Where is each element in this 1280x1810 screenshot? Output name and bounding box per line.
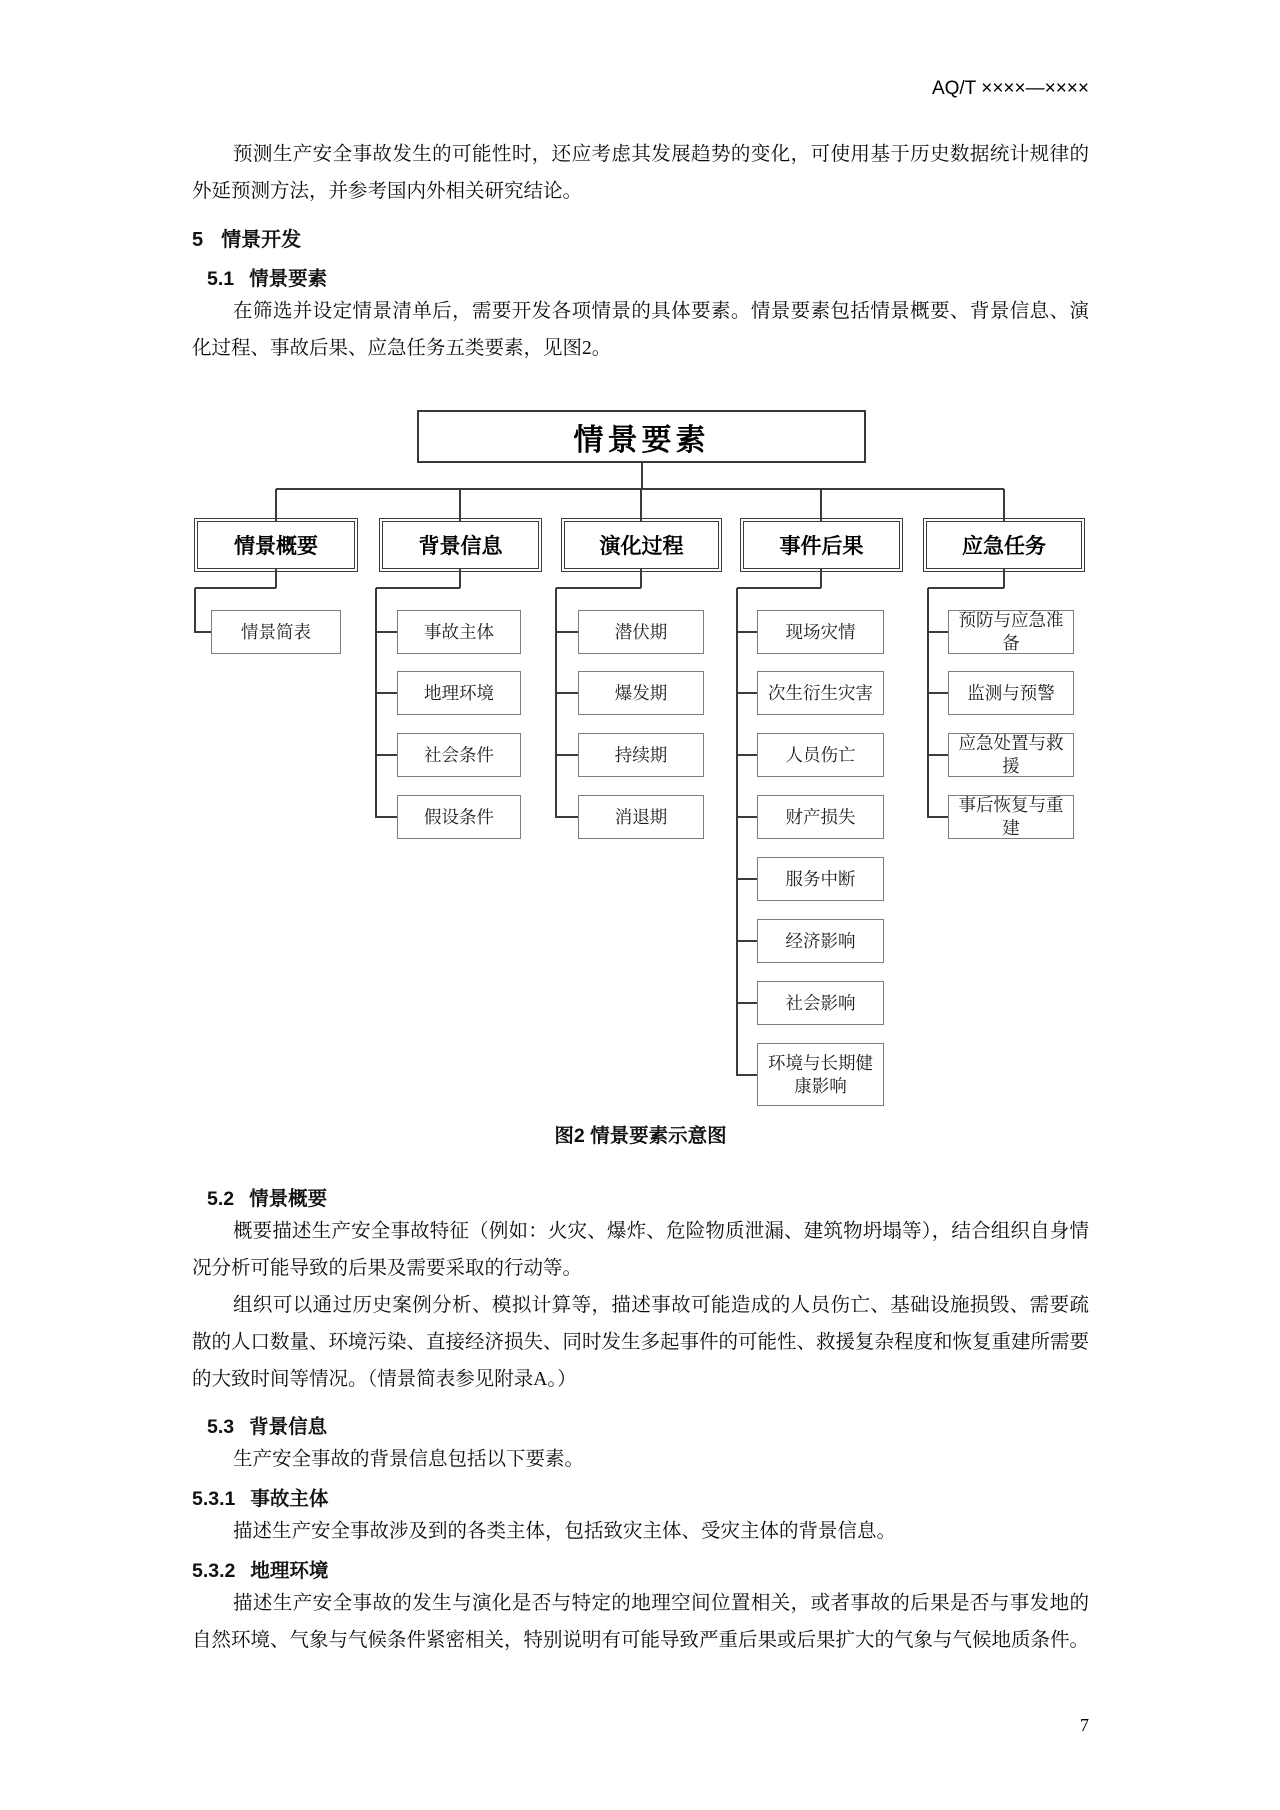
connector-line — [928, 587, 1004, 589]
connector-line — [459, 489, 461, 521]
document-code-header: AQ/T ××××—×××× — [931, 78, 1089, 99]
heading-title: 情景概要 — [249, 1188, 328, 1210]
connector-line — [556, 692, 578, 694]
paragraph-5-1: 在筛选并设定情景清单后，需要开发各项情景的具体要素。情景要素包括情景概要、背景信息、演化过程、事故后果、应急任务五类要素，见图2。 — [192, 301, 1089, 359]
paragraph-5-2-b: 组织可以通过历史案例分析、模拟计算等，描述事故可能造成的人员伤亡、基础设施损毁、需要疏散的人口数量、环境污染、直接经济损失、同时发生多起事件的可能性、救援复杂程度和恢复重建所需要的大致时间等情况。（情景简表参见附录A。） — [192, 1295, 1090, 1390]
heading-title: 背景信息 — [249, 1416, 328, 1438]
heading-5 — [192, 226, 1089, 254]
connector-line — [820, 569, 822, 588]
leaf-box: 地理环境 — [397, 671, 521, 715]
leaf-box: 潜伏期 — [578, 610, 704, 654]
connector-line — [376, 587, 460, 589]
connector-line — [556, 587, 641, 589]
connector-line — [928, 754, 948, 756]
heading-5-3-1 — [192, 1486, 1089, 1513]
leaf-box: 事故主体 — [397, 610, 521, 654]
connector-line — [928, 631, 948, 633]
connector-line — [928, 816, 948, 818]
connector-line — [640, 489, 642, 521]
heading-title: 情景开发 — [221, 229, 302, 251]
leaf-box: 财产损失 — [757, 795, 884, 839]
leaf-box: 次生衍生灾害 — [757, 671, 884, 715]
heading-5-2 — [192, 1186, 1089, 1213]
heading-title: 事故主体 — [250, 1488, 329, 1510]
connector-line — [555, 588, 557, 818]
connector-line — [275, 489, 277, 521]
heading-number: 5.3.1 — [192, 1488, 236, 1510]
connector-line — [640, 569, 642, 588]
spacer — [192, 1150, 1089, 1174]
leaf-box: 应急处置与救援 — [948, 733, 1074, 777]
connector-line — [737, 692, 757, 694]
connector-line — [1003, 569, 1005, 588]
branch-box: 应急任务 — [926, 521, 1082, 569]
page-number: 7 — [1080, 1715, 1089, 1735]
paragraph-intro: 预测生产安全事故发生的可能性时，还应考虑其发展趋势的变化，可使用基于历史数据统计规律的外延预测方法，并参考国内外相关研究结论。 — [192, 144, 1089, 202]
connector-line — [927, 588, 929, 818]
connector-line — [376, 754, 397, 756]
connector-line — [459, 569, 461, 588]
root-box-scenario-elements: 情景要素 — [417, 410, 866, 463]
connector-line — [375, 588, 377, 818]
heading-5-3-2 — [192, 1558, 1089, 1585]
leaf-box: 预防与应急准备 — [948, 610, 1074, 654]
connector-line — [556, 754, 578, 756]
branch-box: 演化过程 — [564, 521, 719, 569]
page-content — [192, 0, 1089, 1659]
figure-2-scenario-elements-diagram — [192, 398, 1089, 1110]
connector-line — [737, 816, 757, 818]
heading-number: 5.3 — [207, 1416, 235, 1438]
leaf-box: 爆发期 — [578, 671, 704, 715]
leaf-box: 持续期 — [578, 733, 704, 777]
heading-5-1 — [192, 266, 1089, 293]
connector-line — [556, 631, 578, 633]
connector-line — [737, 754, 757, 756]
heading-title: 情景要素 — [249, 268, 328, 290]
spacer — [192, 1398, 1089, 1402]
connector-line — [641, 463, 643, 489]
connector-line — [195, 631, 211, 633]
paragraph-5-3-1: 描述生产安全事故涉及到的各类主体，包括致灾主体、受灾主体的背景信息。 — [233, 1521, 897, 1542]
leaf-box: 事后恢复与重建 — [948, 795, 1074, 839]
connector-line — [376, 631, 397, 633]
figure-2-caption: 图2 情景要素示意图 — [554, 1125, 727, 1147]
leaf-box: 消退期 — [578, 795, 704, 839]
connector-line — [376, 692, 397, 694]
connector-line — [376, 816, 397, 818]
paragraph-5-3: 生产安全事故的背景信息包括以下要素。 — [233, 1449, 585, 1470]
leaf-box: 社会条件 — [397, 733, 521, 777]
leaf-box: 环境与长期健康影响 — [757, 1043, 884, 1106]
leaf-box: 社会影响 — [757, 981, 884, 1025]
leaf-box: 假设条件 — [397, 795, 521, 839]
connector-line — [194, 588, 196, 633]
heading-5-3 — [192, 1414, 1089, 1441]
heading-title: 地理环境 — [250, 1560, 329, 1582]
paragraph-5-2-a: 概要描述生产安全事故特征（例如：火灾、爆炸、危险物质泄漏、建筑物坍塌等），结合组织自身情况分析可能导致的后果及需要采取的行动等。 — [192, 1221, 1089, 1279]
leaf-box: 人员伤亡 — [757, 733, 884, 777]
connector-line — [737, 878, 757, 880]
branch-box: 情景概要 — [197, 521, 355, 569]
paragraph-5-3-2: 描述生产安全事故的发生与演化是否与特定的地理空间位置相关，或者事故的后果是否与事发地的自然环境、气象与气候条件紧密相关，特别说明有可能导致严重后果或后果扩大的气象与气候地质条件。 — [192, 1593, 1090, 1651]
connector-line — [275, 569, 277, 588]
heading-number: 5 — [192, 229, 204, 251]
leaf-box: 服务中断 — [757, 857, 884, 901]
heading-number: 5.1 — [207, 268, 235, 290]
connector-line — [195, 587, 276, 589]
connector-line — [737, 631, 757, 633]
connector-line — [737, 940, 757, 942]
leaf-box: 现场灾情 — [757, 610, 884, 654]
leaf-box: 经济影响 — [757, 919, 884, 963]
leaf-box: 情景简表 — [211, 610, 341, 654]
leaf-box: 监测与预警 — [948, 671, 1074, 715]
connector-line — [736, 588, 738, 1076]
connector-line — [737, 1002, 757, 1004]
heading-number: 5.3.2 — [192, 1560, 236, 1582]
connector-line — [556, 816, 578, 818]
connector-line — [737, 587, 821, 589]
connector-line — [820, 489, 822, 521]
connector-line — [737, 1074, 757, 1076]
branch-box: 事件后果 — [743, 521, 900, 569]
connector-line — [928, 692, 948, 694]
connector-line — [1003, 489, 1005, 521]
branch-box: 背景信息 — [382, 521, 539, 569]
heading-number: 5.2 — [207, 1188, 235, 1210]
